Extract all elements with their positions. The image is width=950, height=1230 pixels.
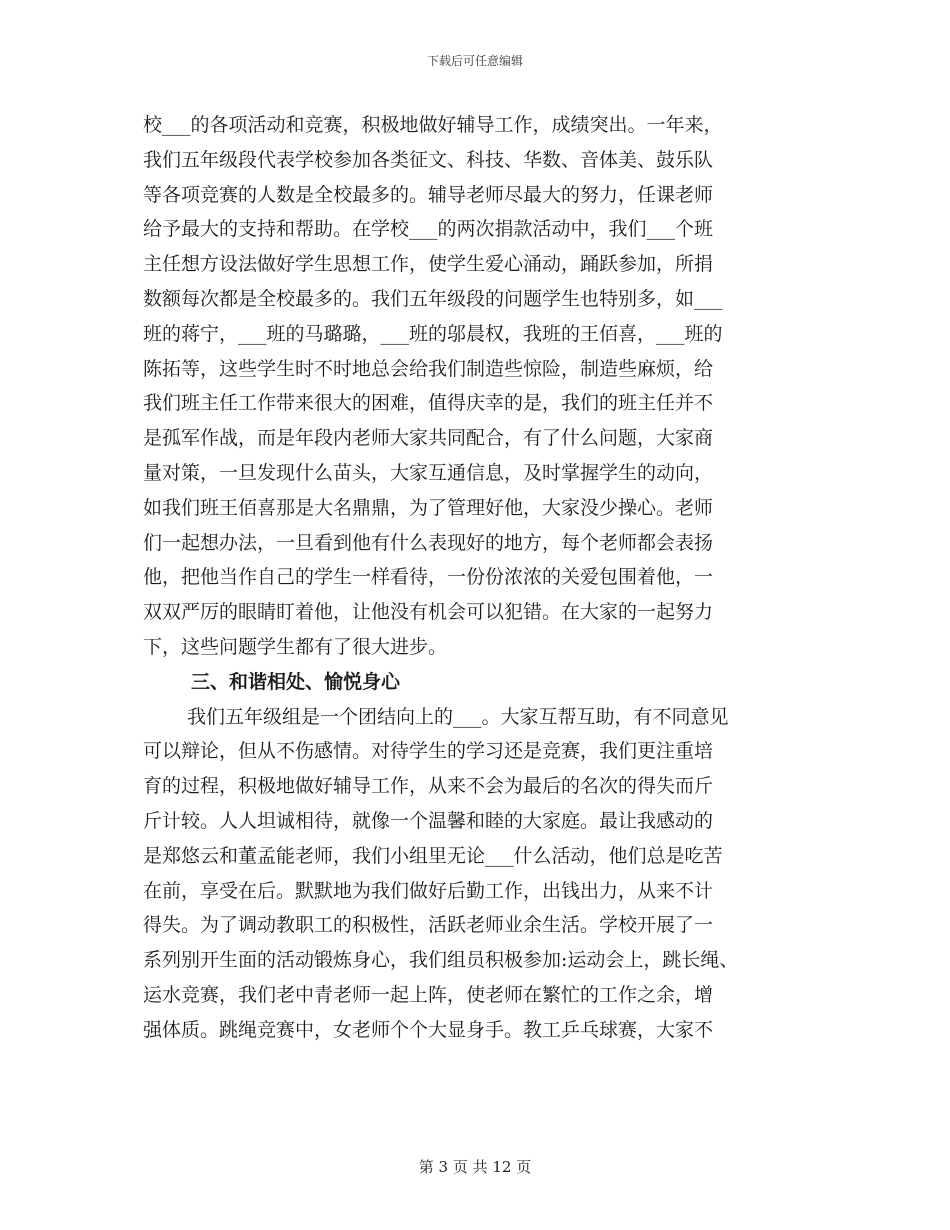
text-line: 斤计较。人人坦诚相待，就像一个温馨和睦的大家庭。最让我感动的 [143,809,714,832]
text-line: 数额每次都是全校最多的。我们五年级段的问题学生也特别多，如___ [143,287,723,310]
text-line: 他，把他当作自己的学生一样看待，一份份浓浓的关爱包围着他，一 [143,566,714,589]
text-line: 给予最大的支持和帮助。在学校___的两次捐款活动中，我们___个班 [143,218,714,241]
text-line: 在前，享受在后。默默地为我们做好后勤工作，出钱出力，从来不计 [143,879,714,902]
text-line: 校___的各项活动和竞赛，积极地做好辅导工作，成绩突出。一年来， [143,114,723,136]
text-line: 是郑悠云和董孟能老师，我们小组里无论___什么活动，他们总是吃苦 [143,844,723,867]
document-body [143,108,813,1048]
text-line: 可以辩论，但从不伤感情。对待学生的学习还是竞赛，我们更注重培 [143,740,714,763]
text-line: 系列别开生面的活动锻炼身心，我们组员积极参加:运动会上，跳长绳、 [143,949,739,972]
text-line: 我们班主任工作带来很大的困难，值得庆幸的是，我们的班主任并不 [143,392,714,415]
text-line: 下，这些问题学生都有了很大进步。 [143,635,448,658]
text-line: 陈拓等，这些学生时不时地总会给我们制造些惊险，制造些麻烦，给 [143,357,714,380]
text-line: 如我们班王佰喜那是大名鼎鼎，为了管理好他，大家没少操心。老师 [143,496,714,519]
text-line: 班的蒋宁，___班的马璐璐，___班的邬晨权，我班的王佰喜，___班的 [143,322,723,345]
text-line: 得失。为了调动教职工的积极性，活跃老师业余生活。学校开展了一 [143,914,714,937]
paragraph-1 [143,108,813,665]
text-line: 运水竞赛，我们老中青老师一起上阵，使老师在繁忙的工作之余，增 [143,983,714,1006]
text-line: 我们五年级组是一个团结向上的___。大家互帮互助，有不同意见 [187,705,729,728]
page-footer: 第 3 页 共 12 页 [418,1158,532,1176]
text-line: 量对策，一旦发现什么苗头，大家互通信息，及时掌握学生的动向， [143,461,714,484]
text-line: 是孤军作战，而是年段内老师大家共同配合，有了什么问题，大家商 [143,427,714,450]
text-line: 等各项竞赛的人数是全校最多的。辅导老师尽最大的努力，任课老师 [143,183,714,206]
paragraph-2 [143,700,813,1048]
text-line: 育的过程，积极地做好辅导工作，从来不会为最后的名次的得失而斤 [143,775,714,798]
section-heading: 三、和谐相处、愉悦身心 [191,670,401,693]
text-line: 强体质。跳绳竞赛中，女老师个个大显身手。教工乒乓球赛，大家不 [143,1018,714,1041]
text-line: 我们五年级段代表学校参加各类征文、科技、华数、音体美、鼓乐队 [143,148,714,171]
text-line: 主任想方设法做好学生思想工作，使学生爱心涌动，踊跃参加，所捐 [143,253,714,276]
text-line: 双双严厉的眼睛盯着他，让他没有机会可以犯错。在大家的一起努力 [143,601,714,624]
page-header: 下载后可任意编辑 [426,54,523,68]
text-line: 们一起想办法，一旦看到他有什么表现好的地方，每个老师都会表扬 [143,531,714,554]
